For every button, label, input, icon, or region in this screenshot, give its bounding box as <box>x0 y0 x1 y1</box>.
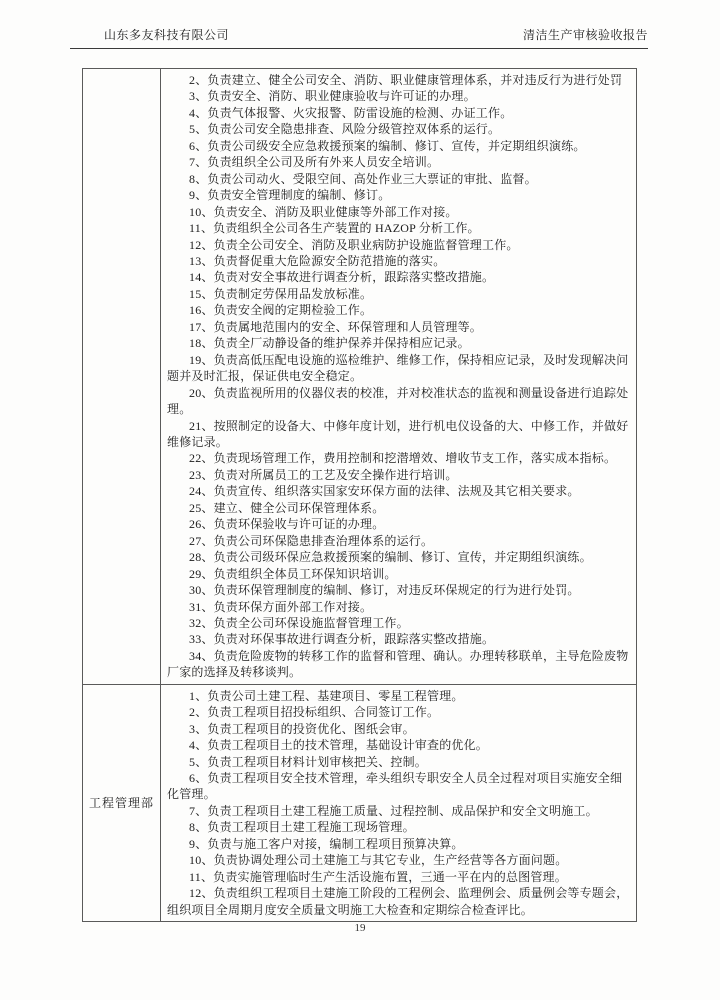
duty-item: 22、负责现场管理工作，费用控制和挖潜增效、增收节支工作，落实成本指标。 <box>189 451 617 466</box>
table-row <box>83 684 637 921</box>
duty-item: 32、负责全公司环保设施监督管理工作。 <box>189 615 409 630</box>
duty-item: 20、负责监视所用的仪器仪表的校准，并对校准状态的监视和测量设备进行追踪处理。 <box>167 385 629 417</box>
company-name: 山东多友科技有限公司 <box>104 28 230 42</box>
duty-item: 15、负责制定劳保用品发放标准。 <box>189 286 373 301</box>
duty-item: 6、负责公司级安全应急救援预案的编制、修订、宣传，并定期组织演练。 <box>189 138 586 153</box>
duty-item: 16、负责安全阀的定期检验工作。 <box>189 303 373 318</box>
duty-item: 11、负责实施管理临时生产生活设施布置，三通一平在内的总图管理。 <box>189 869 567 884</box>
report-title: 清洁生产审核验收报告 <box>522 28 648 42</box>
duty-item: 17、负责属地范围内的安全、环保管理和人员管理等。 <box>189 319 483 334</box>
duty-item: 13、负责督促重大危险源安全防范措施的落实。 <box>189 253 446 268</box>
duty-item: 34、负责危险废物的转移工作的监督和管理、确认。办理转移联单，主导危险废物厂家的选择及转移谈判。 <box>167 648 629 680</box>
duty-item: 28、负责公司级环保应急救援预案的编制、修订、宣传，并定期组织演练。 <box>189 550 592 565</box>
table-row <box>83 69 637 685</box>
responsibilities-table <box>82 68 637 922</box>
duty-item: 19、负责高低压配电设施的巡检维护、维修工作，保持相应记录，及时发现解决问题并及时汇报，保证供电安全稳定。 <box>167 352 629 384</box>
duty-item: 12、负责全公司安全、消防及职业病防护设施监督管理工作。 <box>189 237 519 252</box>
duty-item: 27、负责公司环保隐患排查治理体系的运行。 <box>189 533 434 548</box>
duty-item: 9、负责与施工客户对接，编制工程项目预算决算。 <box>189 836 464 851</box>
duty-item: 9、负责安全管理制度的编制、修订。 <box>189 188 391 203</box>
duty-item: 11、负责组织全公司各生产装置的 HAZOP 分析工作。 <box>189 221 480 236</box>
duty-item: 2、负责建立、健全公司安全、消防、职业健康管理体系，并对违反行为进行处罚 <box>189 73 623 87</box>
duties-cell <box>161 684 637 921</box>
duty-item: 26、负责环保验收与许可证的办理。 <box>189 517 385 532</box>
duty-item: 24、负责宣传、组织落实国家安环保方面的法律、法规及其它相关要求。 <box>189 484 580 499</box>
duty-item: 8、负责公司动火、受限空间、高处作业三大票证的审批、监督。 <box>189 171 537 186</box>
duty-item: 14、负责对安全事故进行调查分析，跟踪落实整改措施。 <box>189 270 495 285</box>
duty-item: 7、负责组织全公司及所有外来人员安全培训。 <box>189 155 440 170</box>
duty-item: 5、负责公司安全隐患排查、风险分级管控双体系的运行。 <box>189 122 501 137</box>
duty-item: 29、负责组织全体员工环保知识培训。 <box>189 566 397 581</box>
duty-item: 10、负责协调处理公司土建施工与其它专业，生产经营等各方面问题。 <box>189 853 568 868</box>
duty-item: 1、负责公司土建工程、基建项目、零星工程管理。 <box>189 688 464 703</box>
duty-item: 30、负责环保管理制度的编制、修订，对违反环保规定的行为进行处罚。 <box>189 583 580 598</box>
page-number: 19 <box>354 922 366 934</box>
department-cell <box>83 69 161 685</box>
duty-item: 21、按照制定的设备大、中修年度计划，进行机电仪设备的大、中修工作，并做好维修记录。 <box>167 418 629 449</box>
duties-cell <box>161 69 637 685</box>
duty-item: 6、负责工程项目安全技术管理，牵头组织专职安全人员全过程对项目实施安全细化管理。 <box>167 771 623 802</box>
duty-item: 3、负责工程项目的投资优化、图纸会审。 <box>189 721 415 736</box>
duty-item: 31、负责环保方面外部工作对接。 <box>189 599 373 614</box>
duty-item: 4、负责气体报警、火灾报警、防雷设施的检测、办证工作。 <box>189 105 513 120</box>
duty-item: 4、负责工程项目土的技术管理，基础设计审查的优化。 <box>189 738 489 753</box>
department-cell: 工程管理部 <box>83 684 161 921</box>
duty-item: 23、负责对所属员工的工艺及安全操作进行培训。 <box>189 467 458 482</box>
duty-item: 25、建立、健全公司环保管理体系。 <box>189 500 385 515</box>
page-footer <box>0 922 720 934</box>
duty-item: 2、负责工程项目招投标组织、合同签订工作。 <box>189 705 440 720</box>
duty-item: 5、负责工程项目材料计划审核把关、控制。 <box>189 754 428 769</box>
duty-item: 7、负责工程项目土建工程施工质量、过程控制、成品保护和安全文明施工。 <box>189 803 598 818</box>
duty-item: 10、负责安全、消防及职业健康等外部工作对接。 <box>189 204 458 219</box>
duty-item: 3、负责安全、消防、职业健康验收与许可证的办理。 <box>189 89 476 104</box>
duty-item: 8、负责工程项目土建工程施工现场管理。 <box>189 820 415 835</box>
duty-item: 18、负责全厂动静设备的维护保养并保持相应记录。 <box>189 336 470 351</box>
duty-item: 12、负责组织工程项目土建施工阶段的工程例会、监理例会、质量例会等专题会，组织项目全周期月度安全质量文明施工大检查和定期综合检查评比。 <box>167 886 629 917</box>
page-header <box>70 26 648 49</box>
duty-item: 33、负责对环保事故进行调查分析，跟踪落实整改措施。 <box>189 632 495 647</box>
